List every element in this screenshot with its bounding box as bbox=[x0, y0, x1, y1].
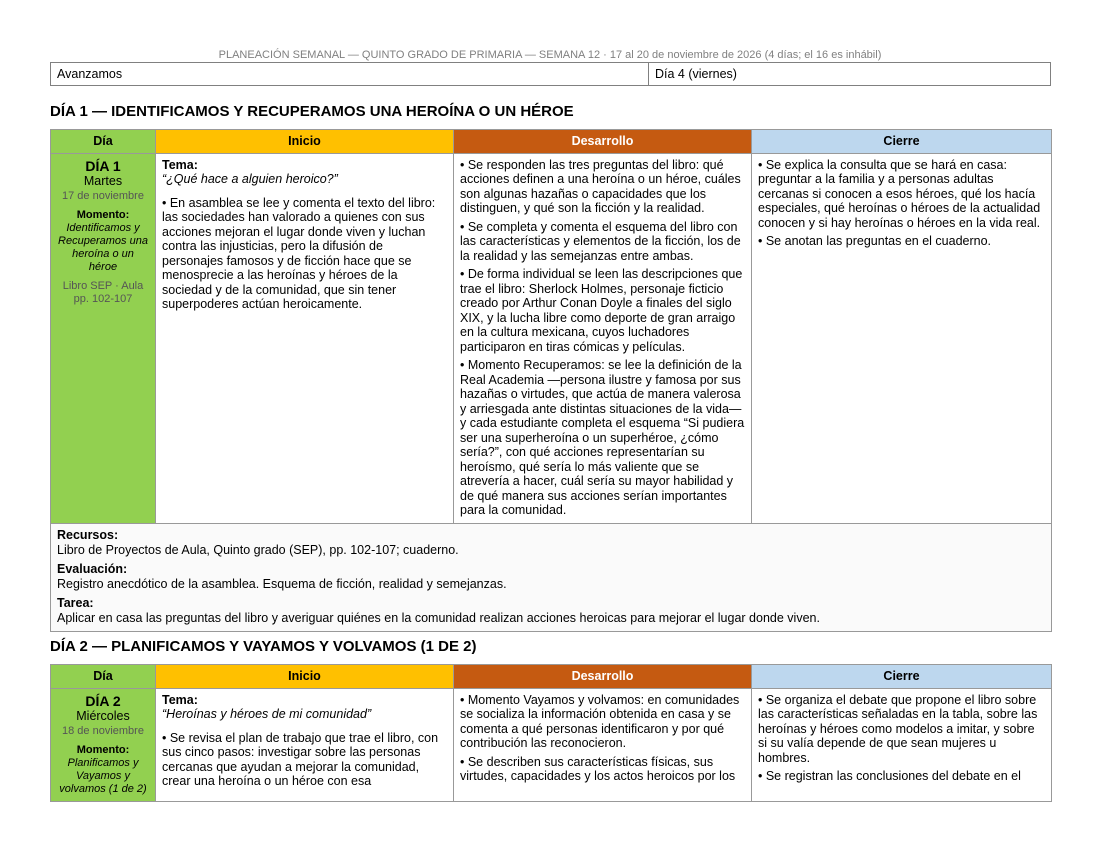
day1-inicio-item: • En asamblea se lee y comenta el texto del libro: las sociedades han valorado a quienes con sus acciones mejoran el lugar donde viven y luchan contra las injusticias, pero la difusión de personajes famosos y de ficción hace que se menosprecie a las heroínas y héroes de la sociedad y de la comunidad, que sin tener superpoderes actúan heroicamente. bbox=[162, 195, 436, 311]
col-header-desarrollo: Desarrollo bbox=[454, 130, 752, 154]
day1-book-reference: Libro SEP · Aula pp. 102-107 bbox=[62, 279, 144, 305]
day2-content-row bbox=[51, 688, 1052, 801]
day1-section-title: DÍA 1 — IDENTIFICAMOS Y RECUPERAMOS UNA HEROÍNA O UN HÉROE bbox=[50, 103, 574, 120]
page-title: PLANEACIÓN SEMANAL — QUINTO GRADO DE PRIMARIA — SEMANA 12 · 17 al 20 de noviembre de 2026 (4 días; el 16 es inhábil) bbox=[218, 49, 882, 61]
day1-header-row bbox=[51, 130, 1052, 154]
day1-day-cell bbox=[51, 153, 156, 523]
day2-tema: “Heroínas y héroes de mi comunidad” bbox=[162, 707, 372, 721]
col-header-cierre: Cierre bbox=[752, 665, 1052, 689]
day2-date: 18 de noviembre bbox=[62, 724, 144, 737]
day2-day-cell bbox=[51, 688, 156, 801]
tarea-text: Aplicar en casa las preguntas del libro y averiguar quiénes en la comunidad realizan acciones heroicas para mejorar el lugar donde viven. bbox=[57, 610, 820, 625]
day1-desarrollo-item: • De forma individual se leen las descripciones que trae el libro: Sherlock Holmes, personaje ficticio creado por Arthur Conan Doyle a finales del siglo XIX, y la lucha libre como deporte de gran arraigo en la cultura mexicana, cuyos luchadores participaron en tiras cómicas y películas. bbox=[460, 267, 743, 354]
day1-number: DÍA 1 bbox=[85, 157, 121, 174]
meta-day: Día 4 (viernes) bbox=[655, 67, 737, 81]
evaluacion-label: Evaluación: bbox=[57, 561, 128, 576]
day1-table bbox=[50, 129, 1052, 632]
day1-momento: Identificamos y Recuperamos una heroína o un héroe bbox=[58, 221, 148, 273]
col-header-dia: Día bbox=[51, 665, 156, 689]
recursos-label: Recursos: bbox=[57, 527, 119, 542]
meta-row bbox=[50, 62, 1051, 86]
col-header-desarrollo: Desarrollo bbox=[454, 665, 752, 689]
day1-cierre-cell bbox=[752, 153, 1052, 523]
day2-header-row bbox=[51, 665, 1052, 689]
day2-cierre-cell bbox=[752, 688, 1052, 801]
col-header-dia: Día bbox=[51, 130, 156, 154]
day1-content-row bbox=[51, 153, 1052, 523]
day2-inicio-cell bbox=[156, 688, 454, 801]
day2-weekday: Miércoles bbox=[76, 708, 130, 723]
day2-desarrollo-cell bbox=[454, 688, 752, 801]
day2-cierre-item: • Se registran las conclusiones del debate en el bbox=[758, 769, 1021, 783]
day1-inicio-cell bbox=[156, 153, 454, 523]
day1-tema: “¿Qué hace a alguien heroico?” bbox=[162, 172, 338, 186]
day1-desarrollo-cell bbox=[454, 153, 752, 523]
day1-cierre-item: • Se anotan las preguntas en el cuaderno. bbox=[758, 234, 992, 248]
day1-desarrollo-item: • Se completa y comenta el esquema del libro con las características y elementos de la ficción, los de la realidad y las semejanzas entre ambas. bbox=[460, 219, 741, 263]
day2-cierre-item: • Se organiza el debate que propone el libro sobre las características señaladas en la tabla, sobre las heroínas y héroes como modelos a imitar, y sobre si su valía depende de que sean mujeres u hombres. bbox=[758, 692, 1038, 765]
col-header-cierre: Cierre bbox=[752, 130, 1052, 154]
col-header-inicio: Inicio bbox=[156, 130, 454, 154]
day2-desarrollo-item: • Se describen sus características físicas, sus virtudes, capacidades y los actos heroicos por los bbox=[460, 754, 736, 783]
recursos-text: Libro de Proyectos de Aula, Quinto grado (SEP), pp. 102-107; cuaderno. bbox=[57, 542, 459, 557]
day1-momento-label: Momento: bbox=[76, 208, 130, 221]
day1-weekday: Martes bbox=[83, 173, 123, 188]
day2-momento-label: Momento: bbox=[76, 743, 130, 756]
meta-unit: Avanzamos bbox=[51, 63, 649, 85]
day2-tema-label: Tema: bbox=[162, 692, 198, 707]
day2-number: DÍA 2 bbox=[85, 692, 121, 709]
day1-tema-label: Tema: bbox=[162, 157, 198, 172]
col-header-inicio: Inicio bbox=[156, 665, 454, 689]
day2-table bbox=[50, 664, 1052, 802]
evaluacion-text: Registro anecdótico de la asamblea. Esquema de ficción, realidad y semejanzas. bbox=[57, 576, 507, 591]
day2-section-title: DÍA 2 — PLANIFICAMOS Y VAYAMOS Y VOLVAMOS (1 DE 2) bbox=[50, 638, 477, 655]
day2-desarrollo-item: • Momento Vayamos y volvamos: en comunidades se socializa la información obtenida en casa y se comenta a qué personas identificaron y por qué contribución las reconocieron. bbox=[460, 692, 740, 750]
day1-desarrollo-item: • Momento Recuperamos: se lee la definición de la Real Academia —persona ilustre y famosa por sus hazañas o virtudes, que actúa de manera valerosa y arriesgada ante distintas situaciones de la vida— y cada estudiante completa el esquema “Si pudiera ser una superheroína o un superhéroe, ¿cómo sería?”, con qué acciones representarían su heroísmo, qué sería lo más valiente que se atrevería a hacer, cuál sería su mayor habilidad y de qué manera sus acciones serían importantes para la comunidad. bbox=[460, 358, 745, 517]
day1-cierre-item: • Se explica la consulta que se hará en casa: preguntar a la familia y a personas adultas cercanas si conocen a esos héroes, qué los hacía especiales, qué heroínas o héroes de la actualidad conocen y si hay heroínas o héroes en la vida real. bbox=[758, 157, 1041, 230]
day1-footer-row bbox=[51, 523, 1052, 631]
tarea-label: Tarea: bbox=[57, 595, 94, 610]
day1-date: 17 de noviembre bbox=[62, 189, 144, 202]
day2-momento: Planificamos y Vayamos y volvamos (1 de 2) bbox=[59, 756, 147, 795]
day1-desarrollo-item: • Se responden las tres preguntas del libro: qué acciones definen a una heroína o un héroe, cuáles son algunas hazañas o capacidades que los distinguen, y qué son la ficción y la realidad. bbox=[460, 157, 741, 215]
day1-footer-cell bbox=[51, 523, 1052, 631]
day2-inicio-item: • Se revisa el plan de trabajo que trae el libro, con sus cinco pasos: investigar sobre las personas cercanas que ayudan a mejorar la comunidad, crear una heroína o un héroe con esa bbox=[162, 730, 439, 788]
